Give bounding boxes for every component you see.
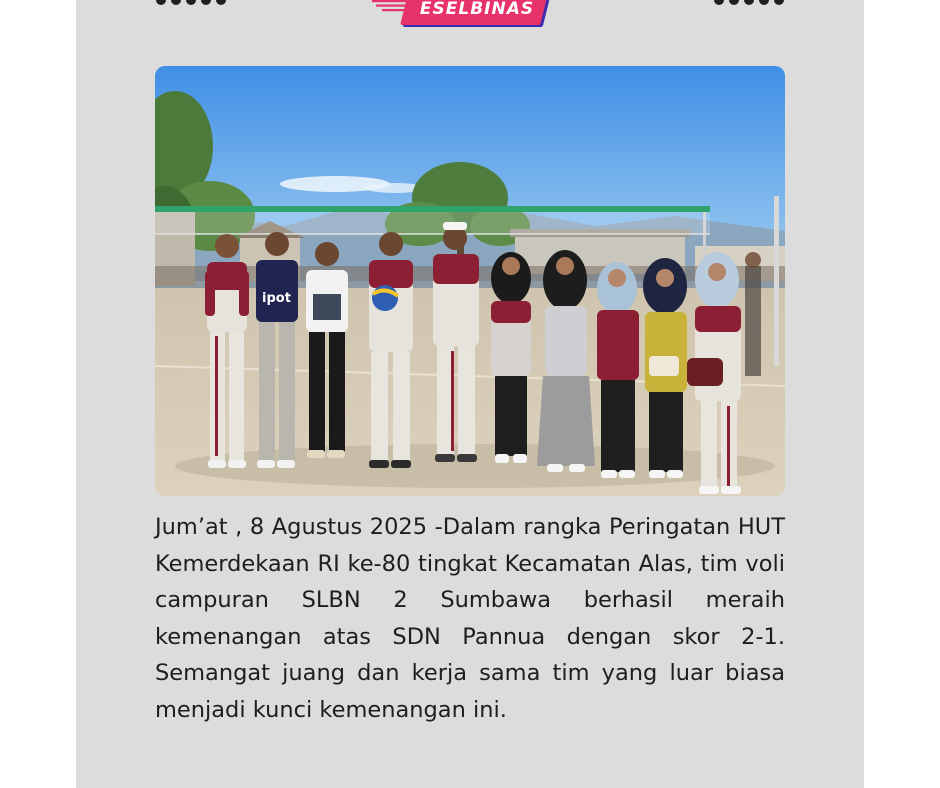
- decorative-dots-right: [714, 0, 784, 5]
- jersey-text: ipot: [262, 291, 291, 306]
- poster-page: [76, 0, 864, 788]
- caption-text: Jum’at , 8 Agustus 2025 -Dalam rangka Peringatan HUT Kemerdekaan RI ke-80 tingkat Kecamatan Alas, tim voli campuran SLBN 2 Sumbawa berhasil meraih kemenangan atas SDN Pannua dengan skor 2-1. Semangat juang dan kerja sama tim yang luar biasa menjadi kunci kemenangan ini.: [155, 514, 785, 723]
- decorative-dots-left: [156, 0, 226, 5]
- team-photo: [155, 66, 785, 496]
- eselbinas-logo: [372, 0, 552, 30]
- logo-text: ESELBINAS: [419, 0, 535, 19]
